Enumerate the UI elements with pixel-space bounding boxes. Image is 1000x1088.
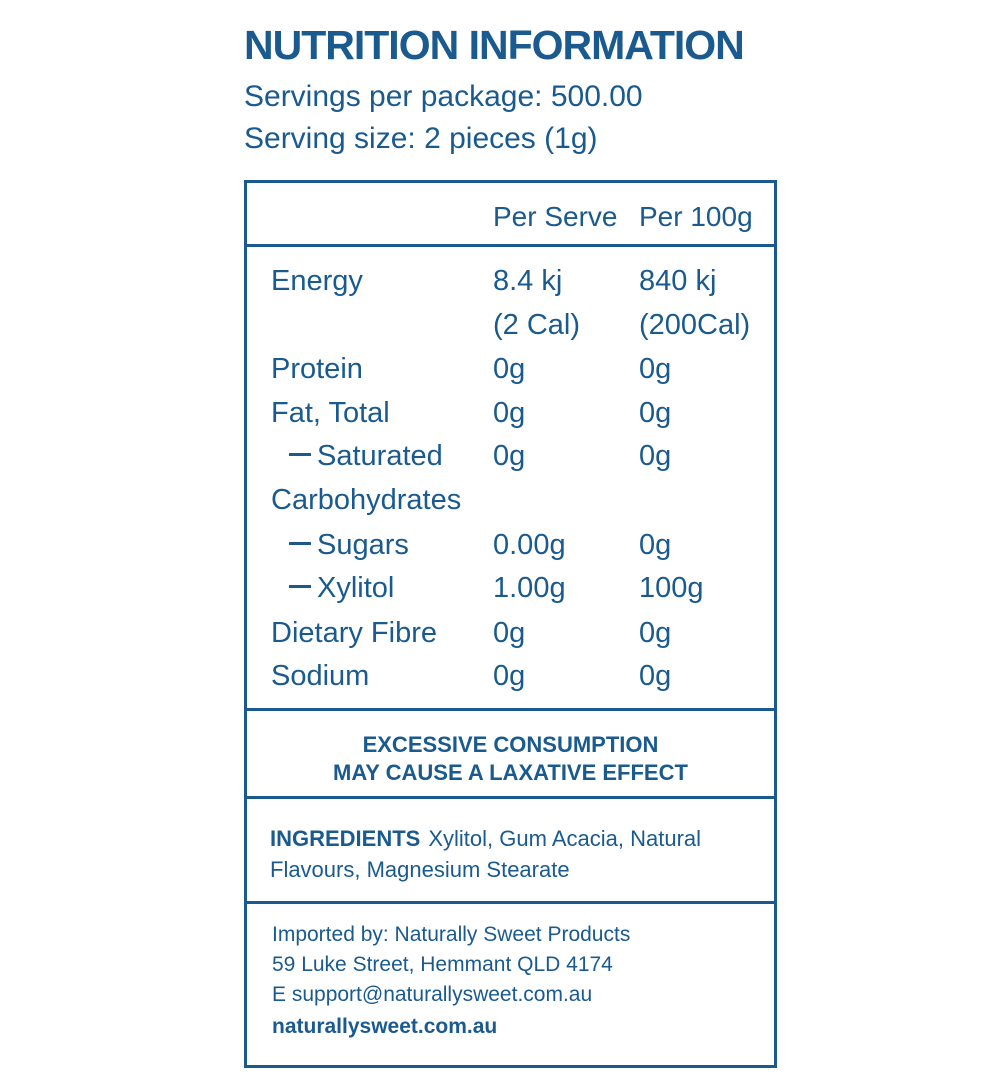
divider <box>247 796 774 799</box>
divider <box>247 901 774 904</box>
col-header-per-serve: Per Serve <box>493 201 618 232</box>
per-serve-value: 0g <box>493 440 526 472</box>
per-100g-value: 0g <box>639 353 672 385</box>
table-row <box>247 660 774 704</box>
laxative-warning <box>247 731 774 787</box>
importer-address: 59 Luke Street, Hemmant QLD 4174 <box>272 953 613 976</box>
row-label: Protein <box>271 353 363 385</box>
per-serve-value: 0g <box>493 397 526 429</box>
table-row <box>247 440 774 484</box>
warning-line: MAY CAUSE A LAXATIVE EFFECT <box>333 760 688 785</box>
row-label <box>289 572 394 605</box>
table-row <box>247 572 774 616</box>
divider <box>247 708 774 711</box>
per-100g-value: 0g <box>639 440 672 472</box>
per-100g-value: (200Cal) <box>639 309 751 341</box>
table-row <box>247 265 774 309</box>
table-row <box>247 309 774 353</box>
ingredients-heading: INGREDIENTS <box>270 826 421 851</box>
importer-info <box>272 920 630 1010</box>
importer-name: Imported by: Naturally Sweet Products <box>272 923 631 946</box>
page-title: NUTRITION INFORMATION <box>244 22 744 68</box>
table-row <box>247 397 774 441</box>
row-label-text: Sugars <box>317 529 409 561</box>
row-label: Fat, Total <box>271 397 390 429</box>
importer-email[interactable]: E support@naturallysweet.com.au <box>272 983 593 1006</box>
row-label-text: Saturated <box>317 440 443 472</box>
dash-icon <box>289 542 311 545</box>
per-100g-value: 0g <box>639 617 672 649</box>
dash-icon <box>289 453 311 456</box>
servings-per-package: Servings per package: 500.00 <box>244 80 643 113</box>
table-row <box>247 617 774 661</box>
per-100g-value: 100g <box>639 572 704 604</box>
per-serve-value: 0.00g <box>493 529 566 561</box>
per-100g-value: 840 kj <box>639 265 717 297</box>
table-row <box>247 353 774 397</box>
ingredients-list: Xylitol, Gum Acacia, Natural Flavours, Magnesium Stearate <box>270 826 702 882</box>
per-serve-value: 0g <box>493 617 526 649</box>
row-label <box>289 529 409 562</box>
warning-line: EXCESSIVE CONSUMPTION <box>362 732 659 757</box>
per-100g-value: 0g <box>639 529 672 561</box>
row-label <box>289 440 443 473</box>
nutrition-panel <box>244 180 777 1068</box>
col-header-per-100g: Per 100g <box>639 201 753 232</box>
per-serve-value: 0g <box>493 660 526 692</box>
row-label: Energy <box>271 265 363 297</box>
serving-size: Serving size: 2 pieces (1g) <box>244 122 598 155</box>
per-serve-value: (2 Cal) <box>493 309 581 341</box>
divider <box>247 244 774 247</box>
per-100g-value: 0g <box>639 397 672 429</box>
row-label: Sodium <box>271 660 370 692</box>
per-serve-value: 0g <box>493 353 526 385</box>
ingredients <box>270 823 760 885</box>
table-row <box>247 484 774 528</box>
dash-icon <box>289 585 311 588</box>
row-label-text: Xylitol <box>317 572 395 604</box>
website-link[interactable]: naturallysweet.com.au <box>272 1015 498 1038</box>
row-label: Dietary Fibre <box>271 617 437 649</box>
per-serve-value: 8.4 kj <box>493 265 563 297</box>
row-label: Carbohydrates <box>271 484 462 516</box>
table-row <box>247 529 774 573</box>
per-100g-value: 0g <box>639 660 672 692</box>
per-serve-value: 1.00g <box>493 572 566 604</box>
